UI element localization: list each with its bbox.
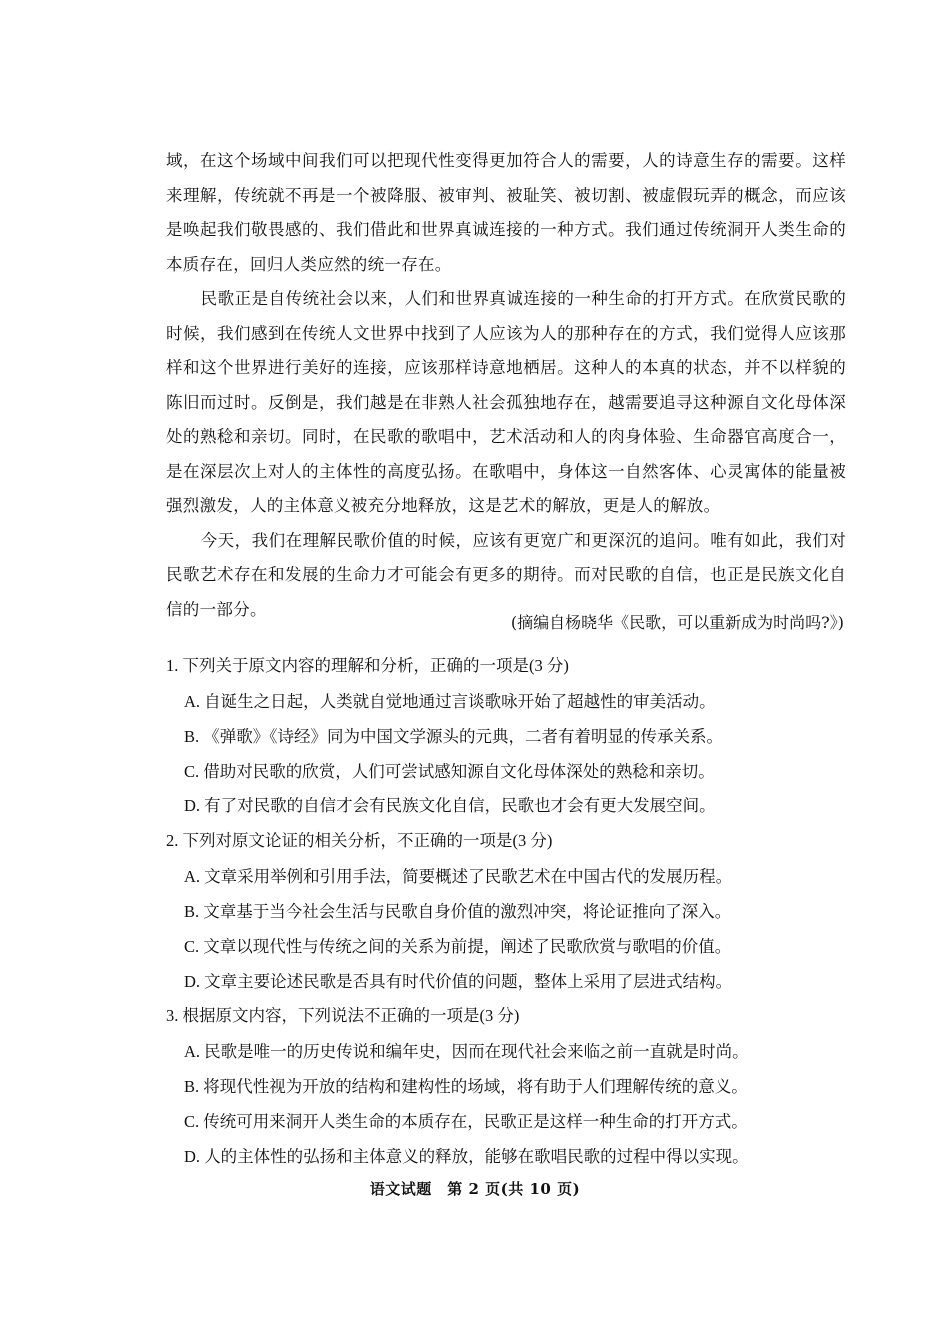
question-2 — [166, 828, 846, 1003]
option-c: C. 传统可用来洞开人类生命的本质存在，民歌正是这样一种生命的打开方式。 — [184, 1111, 748, 1131]
passage-paragraph: 今天，我们在理解民歌价值的时候，应该有更宽广和更深沉的追问。唯有如此，我们对民歌艺术存在和发展的生命力才可能会有更多的期待。而对民歌的自信，也正是民族文化自信的一部分。 — [166, 530, 846, 619]
option-a: A. 自诞生之日起，人类就自觉地通过言谈歌咏开始了超越性的审美活动。 — [184, 692, 716, 711]
question-stem: 2. 下列对原文论证的相关分析，不正确的一项是(3 分) — [166, 831, 553, 851]
option-b: B. 将现代性视为开放的结构和建构性的场域，将有助于人们理解传统的意义。 — [184, 1077, 748, 1097]
option-a: A. 民歌是唯一的历史传说和编年史，因而在现代社会来临之前一直就是时尚。 — [184, 1042, 749, 1062]
page-footer: 语文试题 第 2 页(共 10 页) — [369, 1180, 581, 1198]
question-3 — [166, 1003, 846, 1178]
passage-source: (摘编自杨晓华《民歌，可以重新成为时尚吗?》) — [510, 613, 844, 632]
option-d: D. 文章主要论述民歌是否具有时代价值的问题，整体上采用了层进式结构。 — [184, 971, 733, 991]
passage-paragraph: 民歌正是自传统社会以来，人们和世界真诚连接的一种生命的打开方式。在欣赏民歌的时候，我们感到在传统人文世界中找到了人应该为人的那种存在的方式，我们觉得人应该那样和这个世界进行美好的连接，应该那样诗意地栖居。这种人的本真的状态，并不以样貌的陈旧而过时。反倒是，我们越是在非熟人社会孤独地存在，越需要追寻这种源自文化母体深处的熟稔和亲切。同时，在民歌的歌唱中，艺术活动和人的肉身体验、生命器官高度合一，是在深层次上对人的主体性的高度弘扬。在歌唱中，身体这一自然客体、心灵寓体的能量被强烈激发，人的主体意义被充分地释放，这是艺术的解放，更是人的解放。 — [166, 289, 846, 515]
option-d: D. 人的主体性的弘扬和主体意义的释放，能够在歌唱民歌的过程中得以实现。 — [184, 1146, 749, 1166]
reading-passage — [166, 144, 846, 627]
question-list — [166, 653, 846, 1179]
option-a: A. 文章采用举例和引用手法，简要概述了民歌艺术在中国古代的发展历程。 — [184, 867, 733, 887]
question-1 — [166, 653, 846, 828]
option-b: B. 文章基于当今社会生活与民歌自身价值的激烈冲突，将论证推向了深入。 — [184, 901, 732, 921]
option-c: C. 借助对民歌的欣赏，人们可尝试感知源自文化母体深处的熟稔和亲切。 — [184, 761, 715, 781]
option-d: D. 有了对民歌的自信才会有民族文化自信，民歌也才会有更大发展空间。 — [184, 796, 716, 816]
question-stem: 1. 下列关于原文内容的理解和分析，正确的一项是(3 分) — [166, 656, 569, 675]
passage-paragraph: 域，在这个场域中间我们可以把现代性变得更加符合人的需要，人的诗意生存的需要。这样来理解，传统就不再是一个被降服、被审判、被耻笑、被切割、被虚假玩弄的概念，而应该是唤起我们敬畏感的、我们借此和世界真诚连接的一种方式。我们通过传统洞开人类生命的本质存在，回归人类应然的统一存在。 — [166, 151, 846, 274]
option-c: C. 文章以现代性与传统之间的关系为前提，阐述了民歌欣赏与歌唱的价值。 — [184, 936, 732, 956]
option-b: B. 《弹歌》《诗经》同为中国文学源头的元典，二者有着明显的传承关系。 — [184, 726, 724, 746]
question-stem: 3. 根据原文内容，下列说法不正确的一项是(3 分) — [166, 1006, 520, 1026]
